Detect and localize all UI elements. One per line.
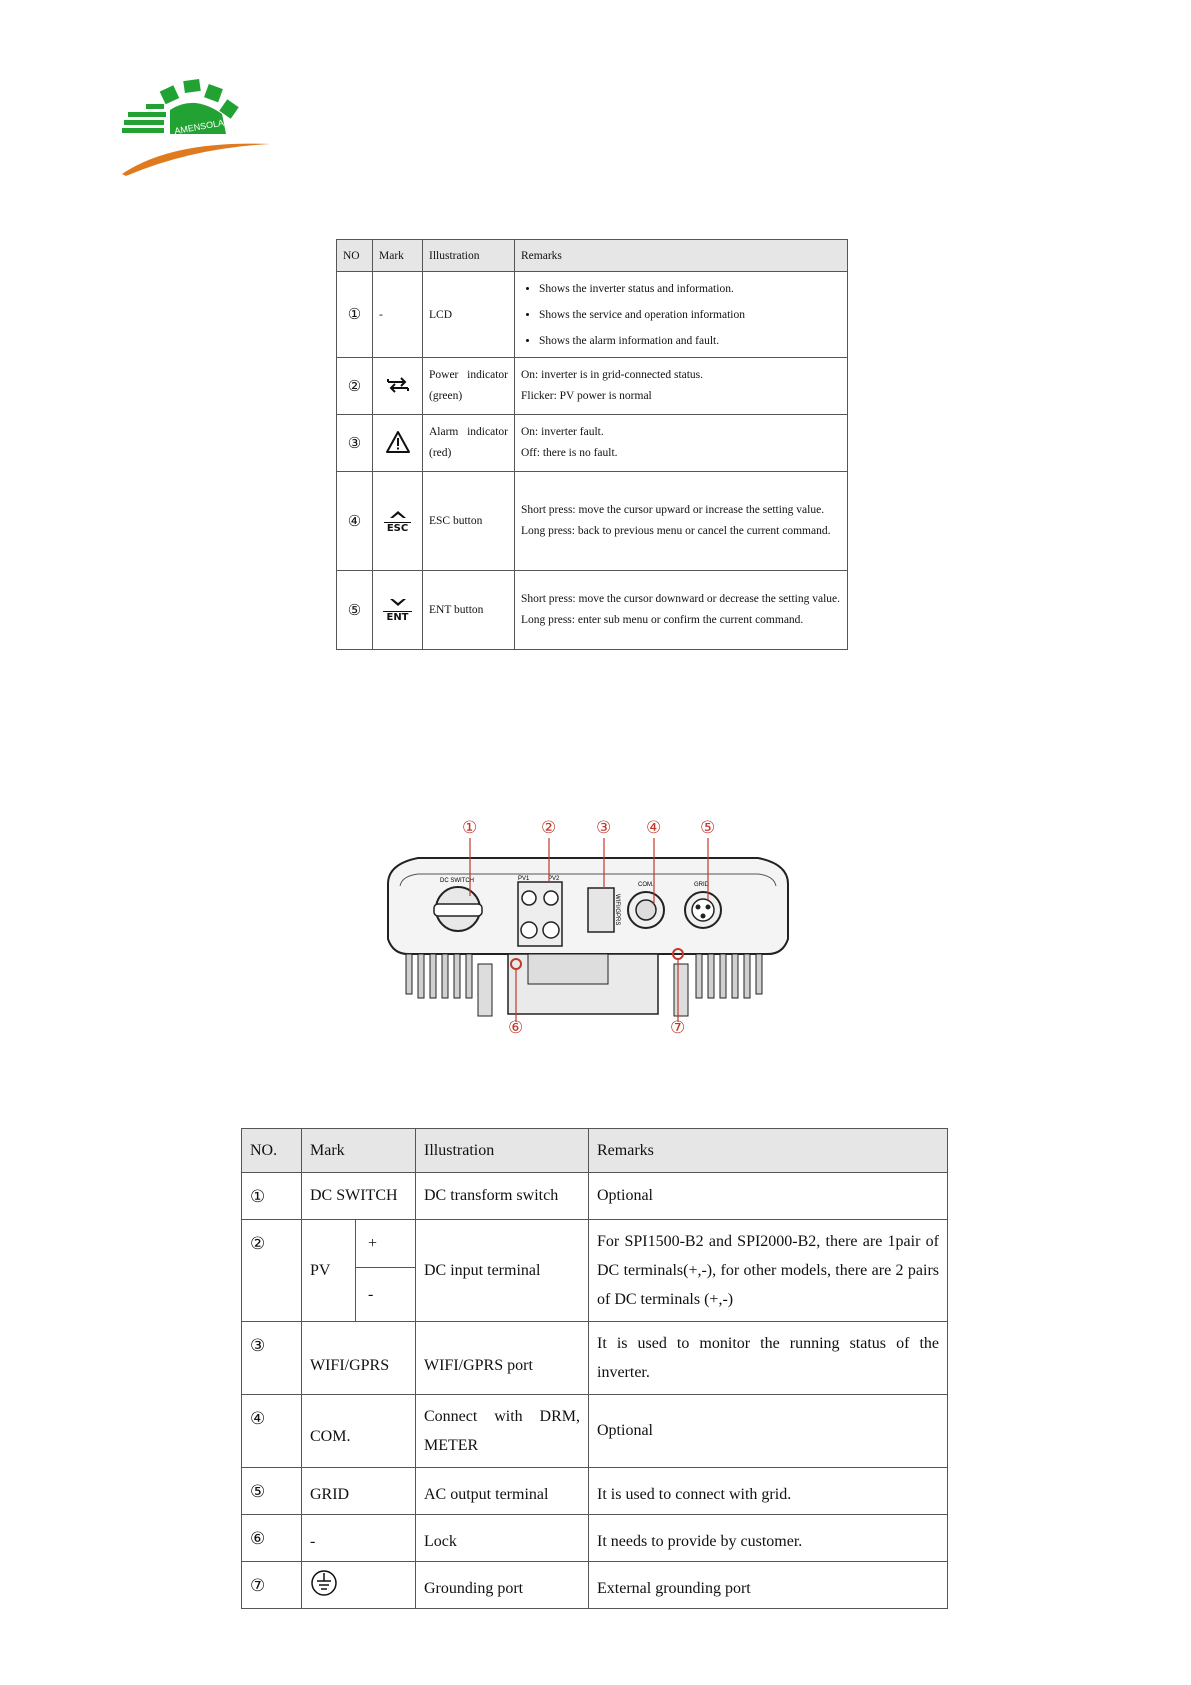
row-mark: COM. [302, 1395, 416, 1468]
row-illustration: Power indicator (green) [423, 358, 515, 415]
list-item: • Shows the service and operation information [539, 302, 841, 328]
table-row [242, 1322, 948, 1395]
row-mark [373, 415, 423, 472]
row-number: ④ [242, 1395, 302, 1468]
terminal-table [241, 1128, 948, 1609]
esc-button-icon: ESC [384, 509, 411, 534]
row-remarks: It is used to monitor the running status of the inverter. [589, 1322, 948, 1395]
row-illustration: DC transform switch [416, 1173, 589, 1220]
row-mark: GRID [302, 1468, 416, 1515]
row-mark [373, 472, 423, 571]
col-header-no: NO. [242, 1129, 302, 1173]
list-item: • Shows the alarm information and fault. [539, 328, 841, 354]
table-row [242, 1395, 948, 1468]
callout-6: ⑥ [508, 1018, 524, 1038]
col-header-mark: Mark [302, 1129, 416, 1173]
inverter-bottom-view [378, 818, 798, 1039]
row-number: ③ [337, 415, 373, 472]
row-remarks: For SPI1500-B2 and SPI2000-B2, there are 1pair of DC terminals(+,-), for other models, there are 2 pairs of DC terminals (+,-) [589, 1220, 948, 1322]
row-remarks: Short press: move the cursor downward or decrease the setting value. Long press: enter sub menu or confirm the current command. [515, 571, 848, 650]
inverter-drawing [378, 824, 798, 1039]
row-illustration: AC output terminal [416, 1468, 589, 1515]
col-header-no: NO [337, 240, 373, 272]
row-number: ② [242, 1220, 302, 1322]
row-illustration: ESC button [423, 472, 515, 571]
row-illustration: WIFI/GPRS port [416, 1322, 589, 1395]
table-row [337, 472, 848, 571]
row-number: ⑤ [337, 571, 373, 650]
pv2-label: PV2 [548, 876, 560, 882]
row-mark [373, 358, 423, 415]
row-remarks: Optional [589, 1395, 948, 1468]
table-row [337, 358, 848, 415]
callout-1: ① [462, 818, 478, 838]
callout-5: ⑤ [700, 818, 716, 838]
col-header-remarks: Remarks [515, 240, 848, 272]
table-row [242, 1515, 948, 1562]
dc-switch-label: DC SWITCH [440, 878, 474, 884]
ent-button-icon: ENT [383, 598, 411, 623]
ground-symbol-icon [310, 1569, 338, 1597]
row-number: ① [242, 1173, 302, 1220]
row-number: ④ [337, 472, 373, 571]
table-row [242, 1220, 948, 1268]
amensolar-logo [122, 78, 274, 176]
row-mark [373, 571, 423, 650]
power-indicator-icon [385, 376, 411, 394]
row-illustration: DC input terminal [416, 1220, 589, 1322]
row-number: ① [337, 272, 373, 358]
col-header-illustration: Illustration [416, 1129, 589, 1173]
row-mark: PV [302, 1220, 356, 1322]
table-row [337, 415, 848, 472]
row-remarks: External grounding port [589, 1562, 948, 1609]
callout-3: ③ [596, 818, 612, 838]
row-remarks: On: inverter is in grid-connected status. Flicker: PV power is normal [515, 358, 848, 415]
callout-7: ⑦ [670, 1018, 686, 1038]
row-mark [302, 1562, 416, 1609]
pv-plus: + [356, 1220, 416, 1268]
row-illustration: ENT button [423, 571, 515, 650]
table-row [242, 1173, 948, 1220]
row-illustration: Connect with DRM, METER [416, 1395, 589, 1468]
row-remarks: On: inverter fault. Off: there is no fault. [515, 415, 848, 472]
pv1-label: PV1 [518, 876, 530, 882]
row-number: ⑥ [242, 1515, 302, 1562]
row-mark: - [302, 1515, 416, 1562]
row-remarks: Short press: move the cursor upward or increase the setting value. Long press: back to previous menu or cancel the current command. [515, 472, 848, 571]
col-header-remarks: Remarks [589, 1129, 948, 1173]
col-header-illustration: Illustration [423, 240, 515, 272]
row-illustration: Grounding port [416, 1562, 589, 1609]
row-remarks [515, 272, 848, 358]
row-number: ③ [242, 1322, 302, 1395]
row-illustration: Alarm indicator (red) [423, 415, 515, 472]
callout-4: ④ [646, 818, 662, 838]
table-row [242, 1468, 948, 1515]
callout-2: ② [541, 818, 557, 838]
logo-text: AMENSOLAR [173, 116, 232, 137]
row-mark: DC SWITCH [302, 1173, 416, 1220]
row-number: ② [337, 358, 373, 415]
row-number: ⑤ [242, 1468, 302, 1515]
row-remarks: It is used to connect with grid. [589, 1468, 948, 1515]
row-illustration: LCD [423, 272, 515, 358]
col-header-mark: Mark [373, 240, 423, 272]
row-number: ⑦ [242, 1562, 302, 1609]
pv-minus: - [356, 1268, 416, 1322]
indicator-table [336, 239, 848, 650]
alarm-triangle-icon [385, 430, 411, 454]
row-illustration: Lock [416, 1515, 589, 1562]
row-remarks: It needs to provide by customer. [589, 1515, 948, 1562]
row-mark: WIFI/GPRS [302, 1322, 416, 1395]
table-row [337, 571, 848, 650]
com-label: COM. [638, 882, 654, 888]
grid-label: GRID [694, 882, 709, 888]
row-remarks: Optional [589, 1173, 948, 1220]
table-row [242, 1562, 948, 1609]
list-item: • Shows the inverter status and information. [539, 276, 841, 302]
wifi-label: WIFI/GPRS [614, 894, 620, 926]
row-mark: - [373, 272, 423, 358]
table-row [337, 272, 848, 358]
